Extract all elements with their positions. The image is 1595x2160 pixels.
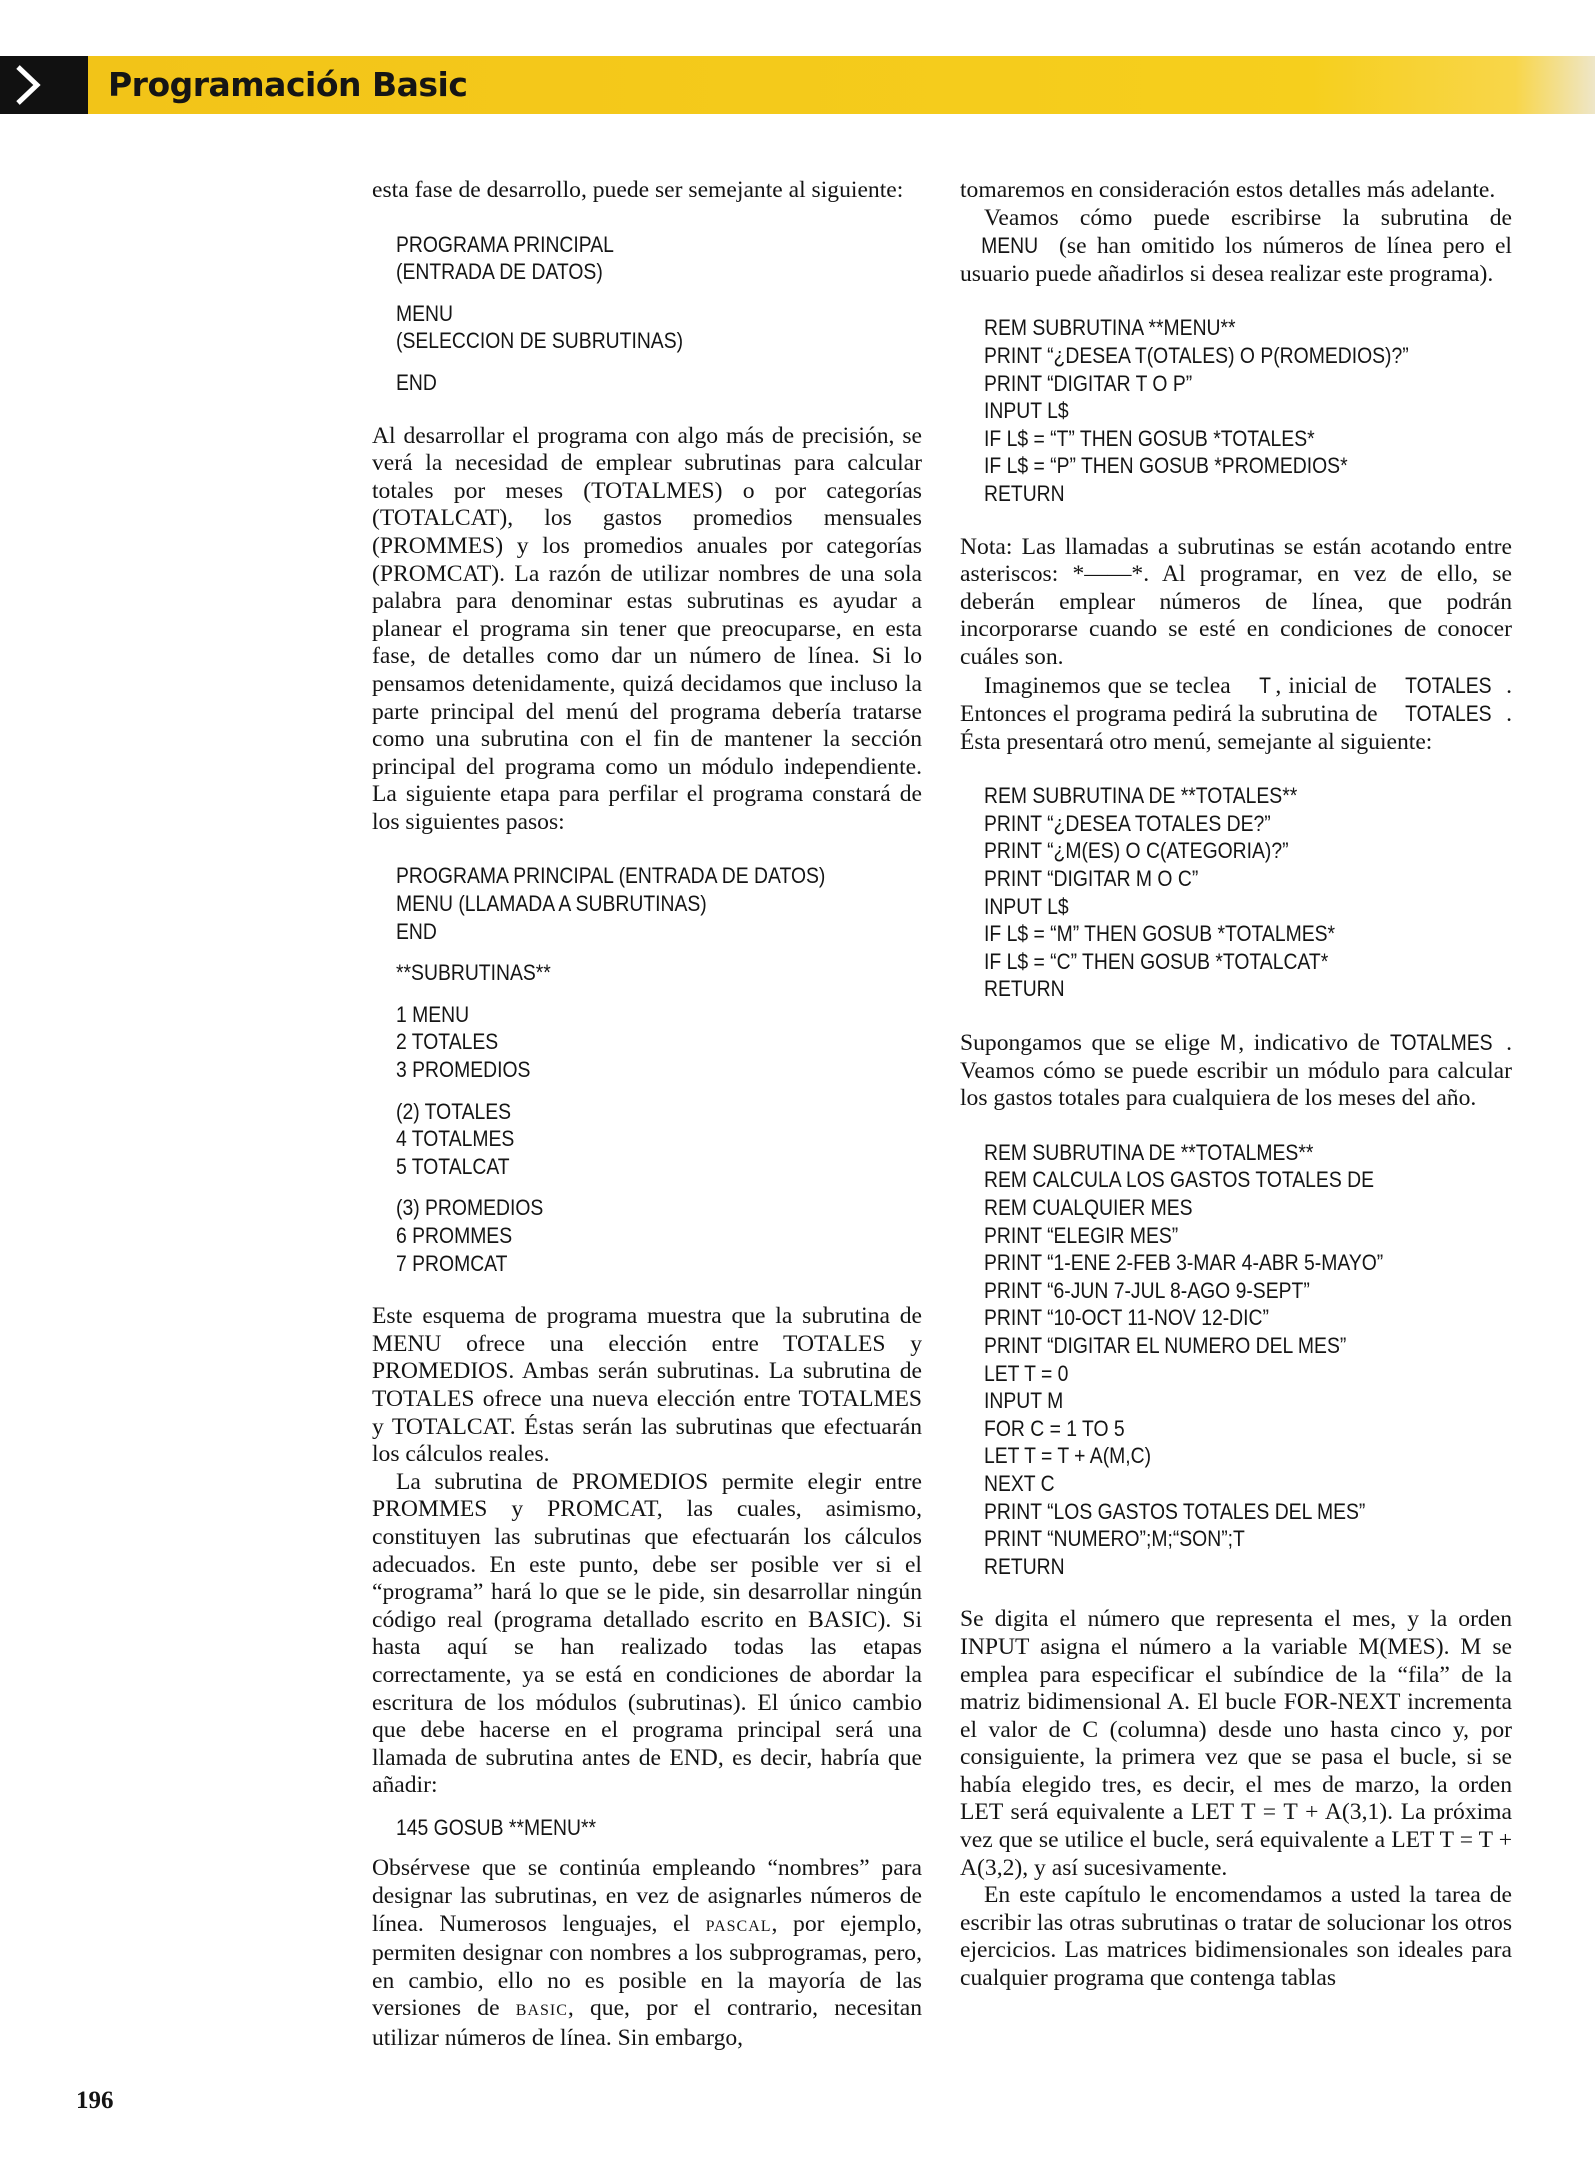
code-line: FOR C = 1 TO 5	[984, 1415, 1125, 1441]
code-line: 6 PROMMES	[396, 1223, 513, 1248]
code-line: PRINT “¿DESEA TOTALES DE?”	[984, 810, 1271, 836]
code-block-outline-2	[396, 862, 848, 1277]
code-line: 4 TOTALMES	[396, 1126, 515, 1152]
paragraph: Al desarrollar el programa con algo más de precisión, se verá la necesidad de emplear subrutinas para calcular totales por meses (TOTALMES) o por categorías (TOTALCAT), los gastos promedios mensuales (PROMMES) y los promedios anuales por categorías (PROMCAT). La razón de utilizar nombres de una sola palabra para denominar estas subrutinas es ayudar a planear el programa sin tener que preocuparse, en esta fase, de detalles como dar un número de línea. Si lo pensamos detenidamente, quizá decidamos que incluso la parte principal del menú del programa debería tratarse como una subrutina con el fin de mantener la sección principal del programa como un módulo independiente. La siguiente etapa para perfilar el programa constará de los siguientes pasos:	[372, 422, 922, 835]
code-line: (2) TOTALES	[396, 1098, 512, 1124]
code-line: REM SUBRUTINA DE **TOTALMES**	[984, 1139, 1314, 1165]
keyword: MENU	[981, 233, 1039, 259]
code-line: PRINT “10-OCT 11-NOV 12-DIC”	[984, 1305, 1269, 1331]
code-line: PRINT “LOS GASTOS TOTALES DEL MES”	[984, 1498, 1366, 1524]
code-line: PRINT “DIGITAR T O P”	[984, 370, 1193, 396]
code-line: INPUT L$	[984, 398, 1069, 424]
paragraph: Veamos cómo puede escribirse la subrutina de MENU (se han omitido los números de línea pero el usuario puede añadirlos si desea realizar este programa).	[960, 204, 1512, 287]
code-line: IF L$ = “P” THEN GOSUB *PROMEDIOS*	[984, 453, 1348, 479]
code-line: PRINT “ELEGIR MES”	[984, 1222, 1179, 1248]
code-line: IF L$ = “T” THEN GOSUB *TOTALES*	[984, 425, 1315, 451]
code-line: PRINT “¿DESEA T(OTALES) O P(ROMEDIOS)?”	[984, 342, 1409, 368]
keyword: TOTALES	[1404, 701, 1492, 727]
code-line: INPUT M	[984, 1388, 1064, 1414]
code-line: (SELECCION DE SUBRUTINAS)	[396, 328, 684, 354]
code-line: INPUT L$	[984, 893, 1069, 919]
code-line: 1 MENU	[396, 1001, 470, 1027]
paragraph: La subrutina de PROMEDIOS permite elegir entre PROMMES y PROMCAT, las cuales, asimismo, constituyen las subrutinas que efectuarán los cálculos adecuados. En este punto, debe ser posible ver si el “programa” hará lo que se le pide, sin desarrollar ningún código real (programa detallado escrito en BASIC). Si hasta aquí se han realizado todas las etapas correctamente, ya se está en condiciones de abordar la escritura de los módulos (subrutinas). El único cambio que debe hacerse en el programa principal será una llamada de subrutina antes de END, es decir, habría que añadir:	[372, 1468, 922, 1799]
paragraph: Nota: Las llamadas a subrutinas se están acotando entre asteriscos: *——*. Al programar, en vez de ello, se deberán emplear números de línea, que podrán incorporarse cuando se esté en condiciones de conocer cuáles son.	[960, 533, 1512, 670]
keyword: TOTALES	[1404, 672, 1492, 698]
code-line: PRINT “1-ENE 2-FEB 3-MAR 4-ABR 5-MAYO”	[984, 1250, 1384, 1276]
code-line: END	[396, 369, 437, 395]
code-block-gosub	[396, 1814, 848, 1842]
section-title: Programación Basic	[108, 65, 468, 104]
code-block-outline-1	[396, 231, 848, 397]
code-line: PRINT “¿M(ES) O C(ATEGORIA)?”	[984, 838, 1289, 864]
left-column	[372, 177, 922, 2053]
paragraph: Supongamos que se elige M, indicativo de TOTALMES . Veamos cómo se puede escribir un módulo para calcular los gastos totales para cualquiera de los meses del año.	[960, 1030, 1512, 1112]
code-line: 3 PROMEDIOS	[396, 1057, 531, 1083]
paragraph: Este esquema de programa muestra que la subrutina de MENU ofrece una elección entre TOTALES y PROMEDIOS. Ambas serán subrutinas. La subrutina de TOTALES ofrece una nueva elección entre TOTALMES y TOTALCAT. Éstas serán las subrutinas que efectuarán los cálculos reales.	[372, 1303, 922, 1468]
small-caps-basic: BASIC	[515, 2002, 568, 2020]
code-line: MENU (LLAMADA A SUBRUTINAS)	[396, 891, 707, 917]
code-line: REM SUBRUTINA **MENU**	[984, 315, 1236, 341]
code-line: MENU	[396, 300, 453, 326]
code-line: 145 GOSUB **MENU**	[396, 1814, 597, 1840]
right-column	[960, 177, 1512, 1993]
code-line: 2 TOTALES	[396, 1029, 499, 1055]
code-line: REM CUALQUIER MES	[984, 1195, 1193, 1220]
code-line: PRINT “DIGITAR EL NUMERO DEL MES”	[984, 1332, 1347, 1358]
keyword: T	[1259, 672, 1271, 698]
code-line: (3) PROMEDIOS	[396, 1195, 544, 1221]
paragraph: Imaginemos que se teclea T , inicial de TOTALES . Entonces el programa pedirá la subrutina de TOTALES . Ésta presentará otro menú, semejante al siguiente:	[960, 672, 1512, 755]
code-line: IF L$ = “C” THEN GOSUB *TOTALCAT*	[984, 948, 1329, 974]
keyword: M	[1219, 1030, 1237, 1056]
page-number: 196	[76, 2087, 114, 2114]
paragraph: Obsérvese que se continúa empleando “nombres” para designar las subrutinas, en vez de asignarles números de línea. Numerosos lenguajes, el PASCAL, por ejemplo, permiten designar con nombres a los subprogramas, pero, en cambio, ello no es posible en la mayoría de las versiones de BASIC, que, por el contrario, necesitan utilizar números de línea. Sin embargo,	[372, 1855, 922, 2052]
code-block-totales	[984, 782, 1438, 1003]
code-line: LET T = T + A(M,C)	[984, 1443, 1152, 1469]
keyword: TOTALMES	[1389, 1030, 1493, 1056]
code-line: 5 TOTALCAT	[396, 1153, 510, 1179]
paragraph: tomaremos en consideración estos detalles más adelante.	[960, 177, 1496, 203]
code-line: REM SUBRUTINA DE **TOTALES**	[984, 783, 1298, 809]
paragraph: En este capítulo le encomendamos a usted la tarea de escribir las otras subrutinas o tratar de solucionar los otros ejercicios. Las matrices bidimensionales son ideales para cualquier programa que contenga tablas	[960, 1882, 1512, 1992]
code-line: RETURN	[984, 1553, 1065, 1579]
code-line: PRINT “NUMERO”;M;“SON”;T	[984, 1526, 1245, 1552]
code-line: LET T = 0	[984, 1360, 1069, 1386]
code-line: PRINT “6-JUN 7-JUL 8-AGO 9-SEPT”	[984, 1277, 1310, 1303]
code-line: 7 PROMCAT	[396, 1250, 508, 1276]
code-line: IF L$ = “M” THEN GOSUB *TOTALMES*	[984, 921, 1336, 947]
paragraph: esta fase de desarrollo, puede ser semejante al siguiente:	[372, 177, 904, 203]
code-line: REM CALCULA LOS GASTOS TOTALES DE	[984, 1167, 1374, 1193]
code-line: NEXT C	[984, 1470, 1055, 1496]
paragraph: Se digita el número que representa el mes, y la orden INPUT asigna el número a la variable M(MES). M se emplea para especificar el subíndice de la “fila” de la matriz bidimensional A. El bucle FOR-NEXT incrementa el valor de C (columna) desde uno hasta cinco y, por consiguiente, la primera vez que se pasa el bucle, si se había elegido tres, es decir, el mes de marzo, la orden LET será equivalente a LET T = T + A(3,1). La próxima vez que se utilice el bucle, será equivalente a LET T = T + A(3,2), y así sucesivamente.	[960, 1606, 1512, 1881]
code-line: END	[396, 918, 437, 944]
code-line: RETURN	[984, 480, 1065, 506]
code-block-totalmes	[984, 1139, 1438, 1581]
code-line: PROGRAMA PRINCIPAL (ENTRADA DE DATOS)	[396, 863, 826, 889]
code-line: (ENTRADA DE DATOS)	[396, 259, 603, 285]
small-caps-pascal: PASCAL	[705, 1917, 772, 1935]
code-line: PRINT “DIGITAR M O C”	[984, 866, 1199, 892]
code-line: RETURN	[984, 976, 1065, 1002]
code-line: **SUBRUTINAS**	[396, 960, 551, 986]
chevron-right-icon	[10, 64, 44, 106]
code-block-menu	[984, 314, 1438, 507]
code-line: PROGRAMA PRINCIPAL	[396, 231, 614, 257]
